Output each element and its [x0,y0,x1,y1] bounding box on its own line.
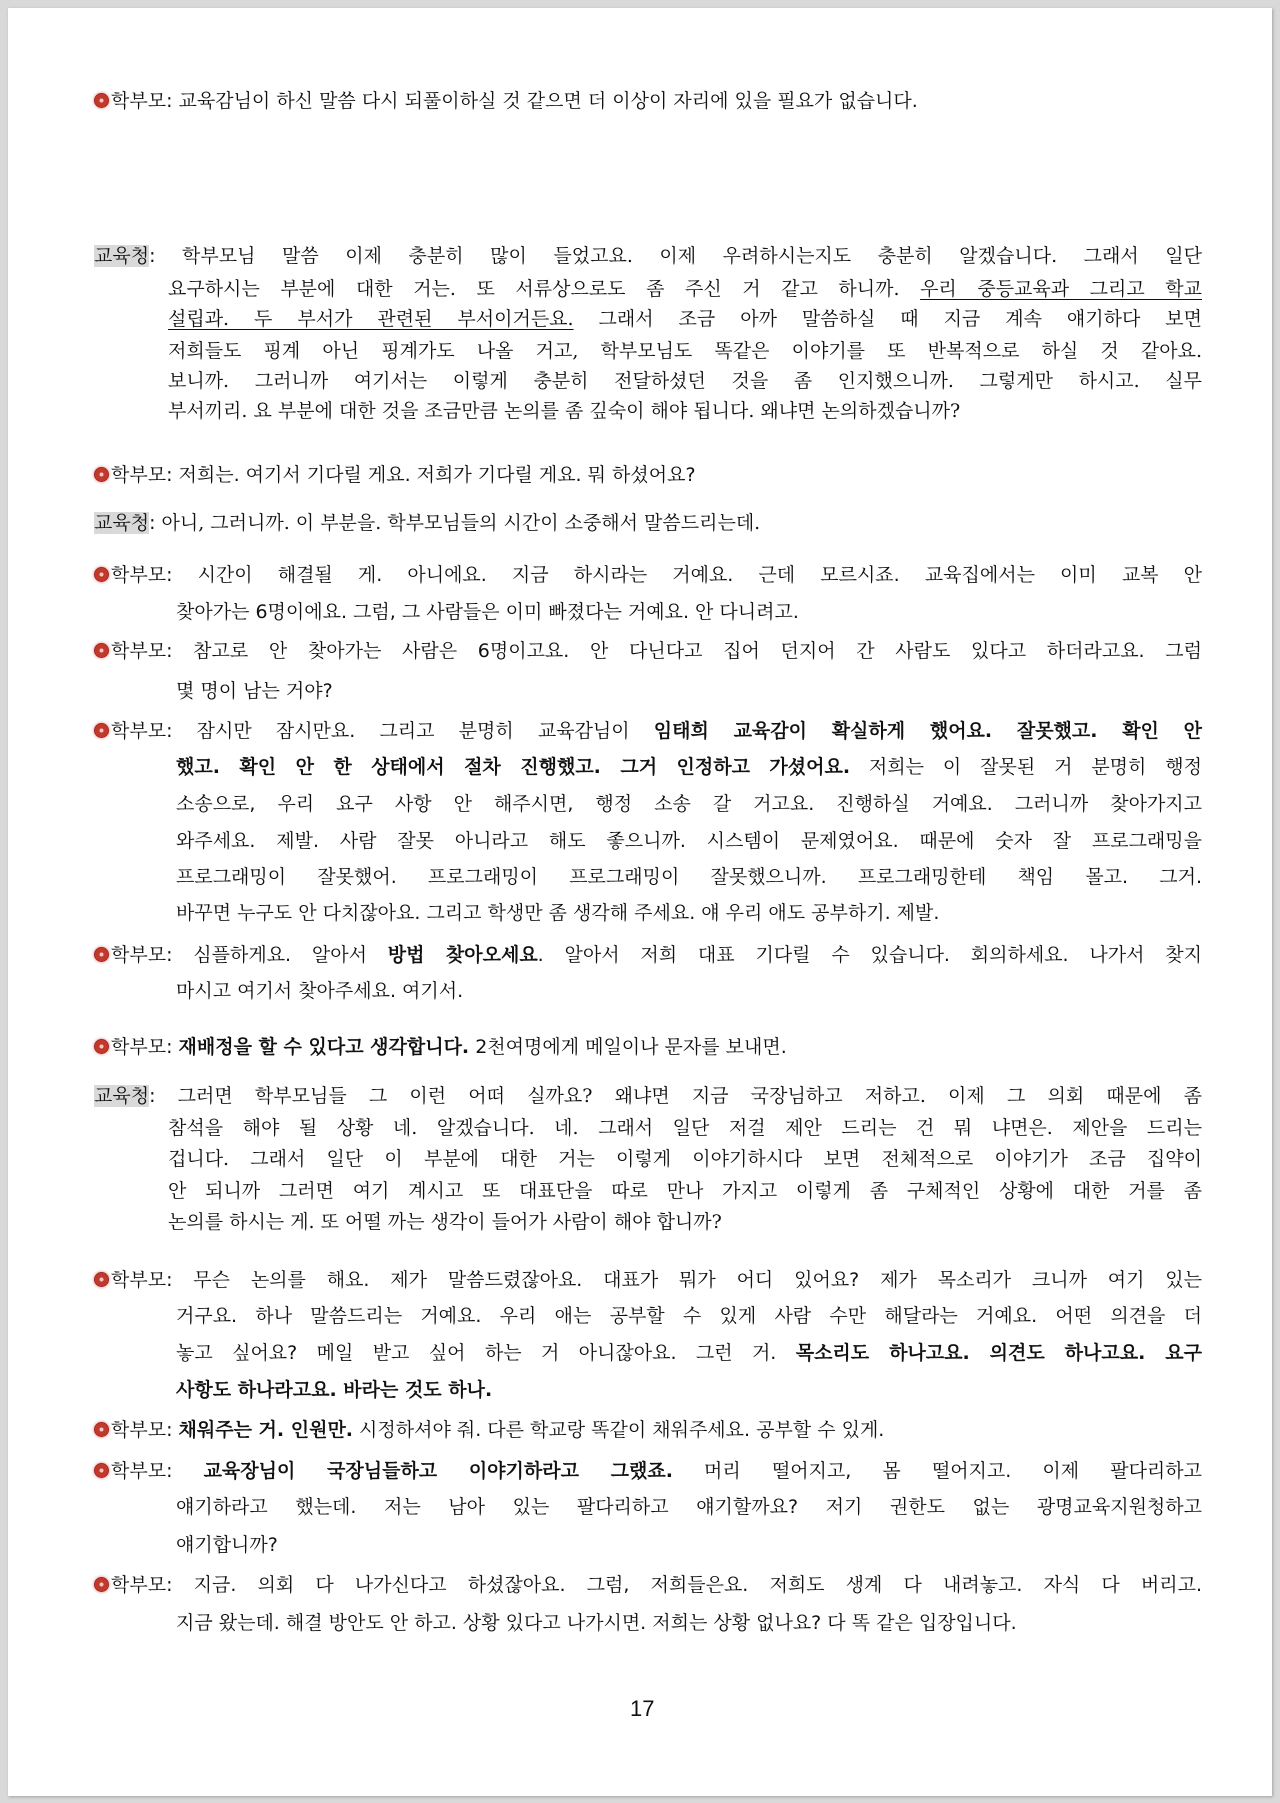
transcript-line [176,1492,1202,1519]
text: . 알아서 저희 대표 기다릴 수 있습니다. 회의하세요. 나가서 찾지 [537,944,1202,966]
transcript-line [168,1113,1202,1140]
bold-text: 임태희 교육감이 확실하게 했어요. 잘못했고. 확인 안 [653,720,1202,742]
text: 바꾸면 누구도 안 다치잖아요. 그리고 학생만 좀 생각해 주세요. 얘 우리 애도 공부하기. 제발. [176,902,940,924]
transcript-line [94,940,1202,967]
text: 저희는 이 잘못된 거 분명히 행정 [850,756,1202,778]
transcript-line [94,716,1202,743]
text: 얘기하라고 했는데. 저는 남아 있는 팔다리하고 얘기할까요? 저기 권한도 없는 광명교육지원청하고 [176,1496,1202,1518]
text: 몇 명이 남는 거야? [176,680,333,702]
text: 시간이 해결될 게. 아니에요. 지금 하시라는 거예요. 근데 모르시죠. 교육집에서는 이미 교복 안 [197,564,1202,586]
text: 보니까. 그러니까 여기서는 이렇게 충분히 전달하셨던 것을 좀 인지했으니까. 그렇게만 하시고. 실무 [168,370,1202,392]
text: 지금 왔는데. 해결 방안도 안 하고. 상황 있다고 나가시면. 저희는 상황 없나요? 다 똑 같은 입장입니다. [176,1612,1017,1634]
transcript-line [176,752,1202,779]
parent-badge-icon [94,1577,109,1592]
transcript-line [168,274,1202,301]
text: 심플하게요. 알아서 [193,944,388,966]
parent-speaker-label: 학부모: [94,720,197,742]
text: 얘기합니까? [176,1534,278,1556]
transcript-line [176,976,1202,1003]
transcript-line [176,826,1202,853]
text: 교육감님이 하신 말씀 다시 되풀이하실 것 같으면 더 이상이 자리에 있을 필요가 없습니다. [178,90,918,112]
text: 그래서 조금 아까 말씀하실 때 지금 계속 얘기하다 보면 [573,308,1202,330]
text: 찾아가는 6명이에요. 그럼, 그 사람들은 이미 빠졌다는 거예요. 안 다니려고. [176,601,799,623]
parent-speaker-label: 학부모: [94,464,179,486]
transcript-line [94,1032,1202,1059]
parent-badge-icon [94,1463,109,1478]
bold-text: 사항도 하나라고요. 바라는 것도 하나. [176,1379,493,1401]
parent-speaker-label: 학부모: [94,1419,179,1441]
parent-speaker-label: 학부모: [94,944,193,966]
parent-badge-icon [94,567,109,582]
parent-speaker-label: 학부모: [94,1036,179,1058]
parent-speaker-label: 학부모: [94,90,179,112]
parent-speaker-label: 학부모: [94,1269,193,1291]
office-speaker-label: 교육청: [94,1085,178,1107]
bold-text: 재배정을 할 수 있다고 생각합니다. [178,1036,470,1058]
text: 아니, 그러니까. 이 부분을. 학부모님들의 시간이 소중해서 말씀드리는데. [161,512,761,534]
text: 겁니다. 그래서 일단 이 부분에 대한 거는 이렇게 이야기하시다 보면 전체적으로 이야기가 조금 집약이 [168,1148,1202,1170]
transcript-line [176,597,1202,624]
parent-badge-icon [94,643,109,658]
transcript-line [176,1338,1202,1365]
text: 놓고 싶어요? 메일 받고 싶어 하는 거 아니잖아요. 그런 거. [176,1342,796,1364]
text: 지금. 의회 다 나가신다고 하셨잖아요. 그럼, 저희들은요. 저희도 생계 다 내려놓고. 자식 다 버리고. [193,1574,1202,1596]
transcript-line [176,1608,1202,1635]
parent-badge-icon [94,1422,109,1437]
transcript-line [94,1415,1202,1442]
transcript-line [168,1176,1202,1203]
text: 논의를 하시는 게. 또 어떨 까는 생각이 들어가 사람이 해야 합니까? [168,1211,722,1233]
bold-text: 채워주는 거. 인원만. [178,1419,354,1441]
text: 참석을 해야 될 상황 네. 알겠습니다. 네. 그래서 일단 저걸 제안 드리는 건 뭐 냐면은. 제안을 드리는 [168,1117,1202,1139]
transcript-line [94,1456,1202,1483]
parent-speaker-label: 학부모: [94,564,198,586]
bold-text: 방법 찾아오세요 [387,944,538,966]
transcript-line [176,1301,1202,1328]
transcript-line [94,1081,1202,1108]
text: 학부모님 말씀 이제 충분히 많이 들었고요. 이제 우려하시는지도 충분히 알겠습니다. 그래서 일단 [182,245,1202,267]
parent-badge-icon [94,93,109,108]
transcript-line [168,304,1202,331]
text: 그러면 학부모님들 그 이런 어떠 실까요? 왜냐면 지금 국장님하고 저하고. 이제 그 의회 때문에 좀 [177,1085,1202,1107]
text: 거구요. 하나 말씀드리는 거예요. 우리 애는 공부할 수 있게 사람 수만 해달라는 거예요. 어떤 의견을 더 [176,1305,1202,1327]
parent-badge-icon [94,947,109,962]
text: 부서끼리. 요 부분에 대한 것을 조금만큼 논의를 좀 깊숙이 해야 됩니다. 왜냐면 논의하겠습니까? [168,400,961,422]
transcript-line [94,241,1202,268]
parent-speaker-label: 학부모: [94,1574,194,1596]
transcript-line [94,508,1202,535]
transcript-line [176,898,1202,925]
transcript-line [176,862,1202,889]
text: 2천여명에게 메일이나 문자를 보내면. [469,1036,787,1058]
text: 잠시만 잠시만요. 그리고 분명히 교육감님이 [196,720,654,742]
text: 마시고 여기서 찾아주세요. 여기서. [176,980,464,1002]
transcript-line [94,636,1202,663]
parent-speaker-label: 학부모: [94,1460,204,1482]
text: 안 되니까 그러면 여기 계시고 또 대표단을 따로 만나 가지고 이렇게 좀 구체적인 상황에 대한 거를 좀 [168,1180,1202,1202]
bold-text: 교육장님이 국장님들하고 이야기하라고 그랬죠. [203,1460,673,1482]
text: 저희는. 여기서 기다릴 게요. 저희가 기다릴 게요. 뭐 하셨어요? [178,464,696,486]
transcript-line [176,1530,1202,1557]
underlined-text: 우리 중등교육과 그리고 학교 [920,278,1202,300]
office-speaker-label: 교육청: [94,245,183,267]
transcript-line [94,1265,1202,1292]
text: 프로그래밍이 잘못했어. 프로그래밍이 프로그래밍이 잘못했으니까. 프로그래밍한테 책임 몰고. 그거. [176,866,1202,888]
transcript-line [168,366,1202,393]
document-page [8,8,1272,1796]
transcript-line [94,560,1202,587]
text: 참고로 안 찾아가는 사람은 6명이고요. 안 다닌다고 집어 던지어 간 사람도 있다고 하더라고요. 그럼 [193,640,1202,662]
parent-badge-icon [94,723,109,738]
parent-badge-icon [94,1272,109,1287]
text: 시정하셔야 줘. 다른 학교랑 똑같이 채워주세요. 공부할 수 있게. [353,1419,885,1441]
parent-badge-icon [94,467,109,482]
transcript-line [168,396,1202,423]
text: 와주세요. 제발. 사람 잘못 아니라고 해도 좋으니까. 시스템이 문제였어요. 때문에 숫자 잘 프로그래밍을 [176,830,1202,852]
transcript-line [176,789,1202,816]
transcript-line [176,1375,1202,1402]
office-speaker-label: 교육청: [94,512,162,534]
text: 저희들도 핑계 아닌 핑계가도 나올 거고, 학부모님도 똑같은 이야기를 또 반복적으로 하실 것 같아요. [168,340,1202,362]
text: 무슨 논의를 해요. 제가 말씀드렸잖아요. 대표가 뭐가 어디 있어요? 제가 목소리가 크니까 여기 있는 [193,1269,1202,1291]
transcript-line [168,1207,1202,1234]
transcript-line [94,460,1202,487]
transcript-line [168,1144,1202,1171]
bold-text: 목소리도 하나고요. 의견도 하나고요. 요구 [795,1342,1202,1364]
transcript-line [168,336,1202,363]
parent-speaker-label: 학부모: [94,640,193,662]
transcript-line [94,1570,1202,1597]
text: 요구하시는 부분에 대한 거는. 또 서류상으로도 좀 주신 거 같고 하니까. [168,278,921,300]
parent-badge-icon [94,1039,109,1054]
text: 머리 떨어지고, 몸 떨어지고. 이제 팔다리하고 [672,1460,1202,1482]
page-number: 17 [630,1696,655,1721]
text: 소송으로, 우리 요구 사항 안 해주시면, 행정 소송 갈 거고요. 진행하실 거예요. 그러니까 찾아가지고 [176,793,1202,815]
transcript-line [94,86,1202,113]
transcript-line [176,676,1202,703]
bold-text: 했고. 확인 안 한 상태에서 절차 진행했고. 그거 인정하고 가셨어요. [176,756,851,778]
underlined-text: 설립과. 두 부서가 관련된 부서이거든요. [168,308,574,330]
